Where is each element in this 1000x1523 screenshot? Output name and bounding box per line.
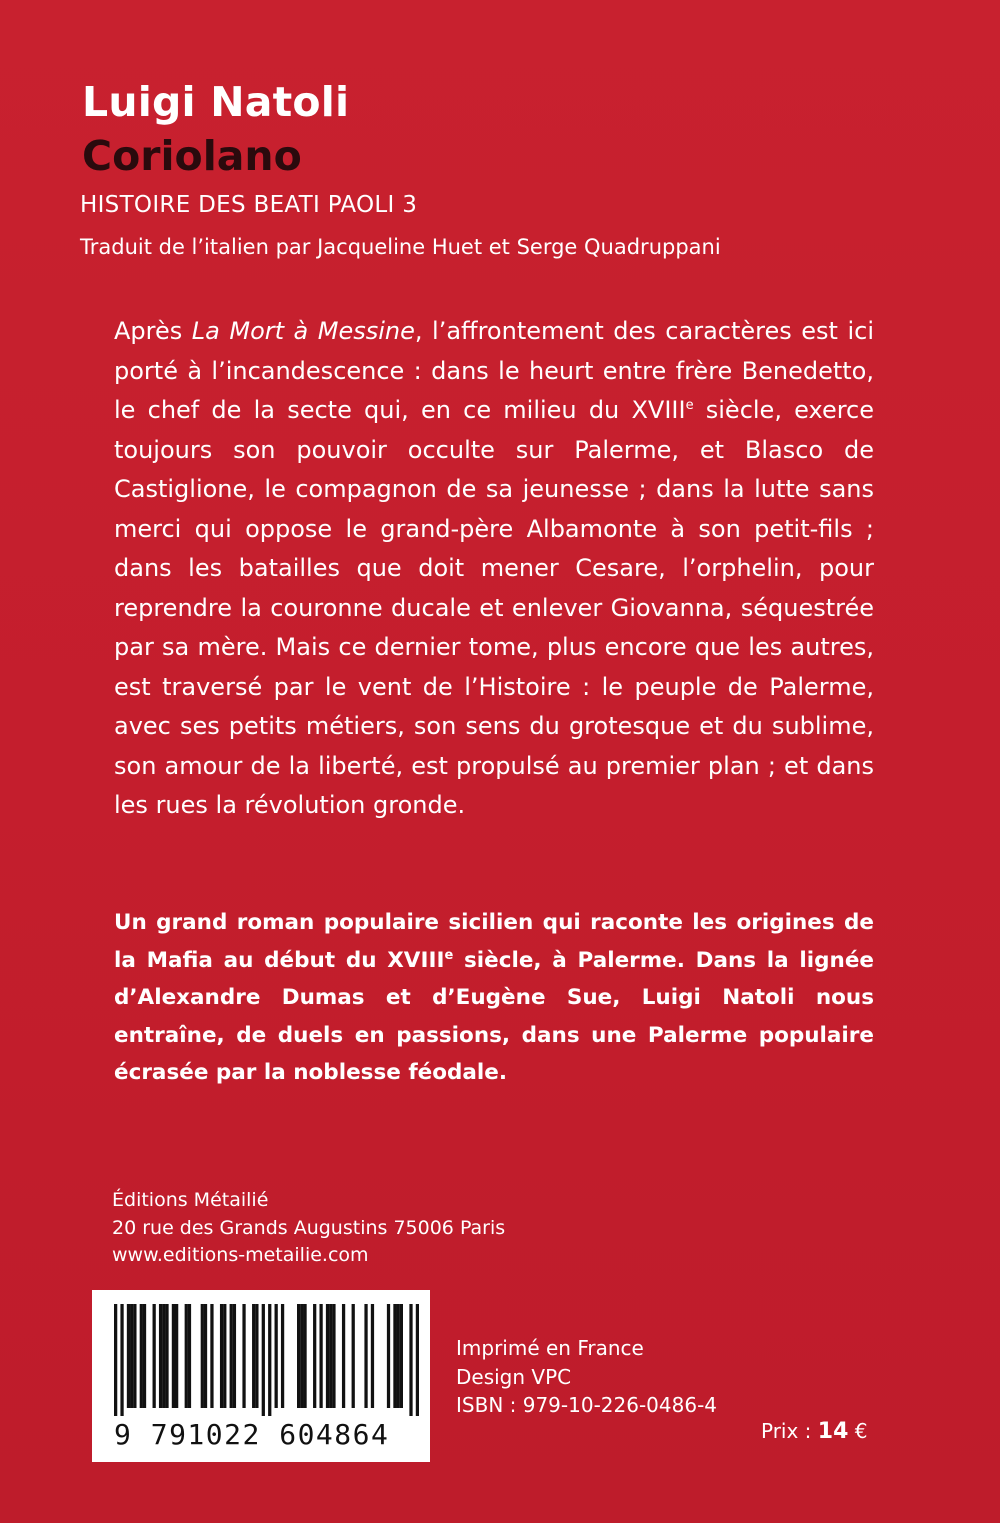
- blurb-paragraph: [114, 312, 874, 826]
- barcode-bar: [188, 1304, 191, 1408]
- publisher-block: [112, 1187, 505, 1270]
- barcode-bar: [364, 1304, 367, 1408]
- barcode-bar: [262, 1304, 265, 1416]
- price-currency: €: [848, 1419, 868, 1443]
- barcode-bar: [143, 1304, 146, 1408]
- barcode-bar: [300, 1304, 303, 1408]
- barcode-number: 9 791022 604864: [114, 1418, 390, 1451]
- price-value: 14: [817, 1419, 849, 1444]
- barcode-bar: [387, 1304, 390, 1408]
- printed-in: Imprimé en France: [456, 1336, 644, 1360]
- barcode-bar: [326, 1304, 329, 1408]
- translator-line: Traduit de l’italien par Jacqueline Huet et Serge Quadruppani: [80, 235, 721, 259]
- barcode-bar: [252, 1304, 255, 1408]
- barcode-bar: [400, 1304, 403, 1408]
- barcode-bar: [133, 1304, 136, 1408]
- barcode-bar: [233, 1304, 236, 1408]
- barcode-bar: [303, 1304, 306, 1408]
- barcode-bar: [114, 1304, 117, 1416]
- barcode-bar: [242, 1304, 245, 1408]
- barcode-bar: [172, 1304, 175, 1408]
- barcode-bar: [140, 1304, 143, 1408]
- barcode-bar: [397, 1304, 400, 1408]
- barcode-bar: [153, 1304, 156, 1408]
- price-label: Prix :: [761, 1419, 818, 1443]
- blurb-text-2: , l’affrontement des caractères est ici porté à l’incandescence : dans le heurt entre frère Benedetto, le chef de la secte qui, en ce milieu du XVIII: [114, 317, 874, 424]
- barcode-bar: [281, 1304, 284, 1408]
- barcode-bar: [204, 1304, 207, 1408]
- barcode-bar: [162, 1304, 165, 1408]
- blurb-superscript: e: [685, 398, 694, 413]
- barcode-bar: [268, 1304, 271, 1416]
- blurb-text-3: siècle, exerce toujours son pouvoir occulte sur Palerme, et Blasco de Castiglione, le compagnon de sa jeunesse ; dans la lutte sans merci qui oppose le grand-père Albamonte à son petit-fils ; dans les batailles que doit mener Cesare, l’orphelin, pour reprendre la couronne ducale et enlever Giovanna, séquestrée par sa mère. Mais ce dernier tome, plus encore que les autres, est traversé par le vent de l’Histoire : le peuple de Palerme, avec ses petits métiers, son sens du grotesque et du sublime, son amour de la liberté, est propulsé au premier plan ; et dans les rues la révolution gronde.: [114, 396, 875, 819]
- barcode-bar: [313, 1304, 316, 1408]
- price: [761, 1419, 868, 1444]
- barcode-bar: [201, 1304, 204, 1408]
- book-title: Coriolano: [82, 132, 302, 180]
- barcode-bar: [159, 1304, 162, 1408]
- barcode-bar: [371, 1304, 374, 1408]
- series-name: HISTOIRE DES BEATI PAOLI 3: [80, 192, 418, 218]
- barcode-bar: [319, 1304, 322, 1408]
- barcode-bar: [329, 1304, 332, 1408]
- design-credit: Design VPC: [456, 1364, 572, 1389]
- publisher-website: www.editions-metailie.com: [112, 1244, 369, 1266]
- blurb-text-1: Après: [114, 317, 192, 345]
- barcode-bars: [114, 1304, 419, 1416]
- summary-text-1: Un grand roman populaire sicilien qui raconte les origines de la Mafia au début du XVIII: [114, 910, 874, 973]
- barcode-bar: [165, 1304, 168, 1408]
- barcode-bar: [185, 1304, 188, 1408]
- isbn: ISBN : 979-10-226-0486-4: [456, 1393, 718, 1417]
- barcode-bar: [352, 1304, 355, 1408]
- barcode-bar: [255, 1304, 258, 1408]
- barcode-bar: [220, 1304, 223, 1408]
- summary-text-2: siècle, à Palerme. Dans la lignée d’Alexandre Dumas et d’Eugène Sue, Luigi Natoli nous entraîne, de duels en passions, dans une Palerme populaire écrasée par la noblesse féodale.: [114, 947, 874, 1085]
- blurb-italic-title: La Mort à Messine: [191, 317, 415, 345]
- barcode-bar: [393, 1304, 396, 1408]
- publisher-name: Éditions Métailié: [112, 1189, 269, 1211]
- barcode-bar: [175, 1304, 178, 1408]
- barcode-bar: [223, 1304, 226, 1408]
- barcode-bar: [416, 1304, 419, 1416]
- summary-superscript: e: [444, 947, 454, 963]
- author-name: Luigi Natoli: [82, 78, 350, 126]
- summary-paragraph: [114, 904, 874, 1092]
- barcode-bar: [342, 1304, 345, 1408]
- barcode-bar: [297, 1304, 300, 1408]
- print-info-block: [456, 1334, 717, 1420]
- barcode-bar: [130, 1304, 133, 1408]
- barcode-bar: [210, 1304, 213, 1408]
- barcode-bar: [409, 1304, 412, 1416]
- barcode-bar: [120, 1304, 123, 1416]
- barcode-box: [92, 1290, 430, 1462]
- barcode-bar: [275, 1304, 278, 1408]
- publisher-address: 20 rue des Grands Augustins 75006 Paris: [112, 1216, 506, 1239]
- barcode-bar: [332, 1304, 335, 1408]
- barcode-bar: [127, 1304, 130, 1408]
- barcode-bar: [230, 1304, 233, 1408]
